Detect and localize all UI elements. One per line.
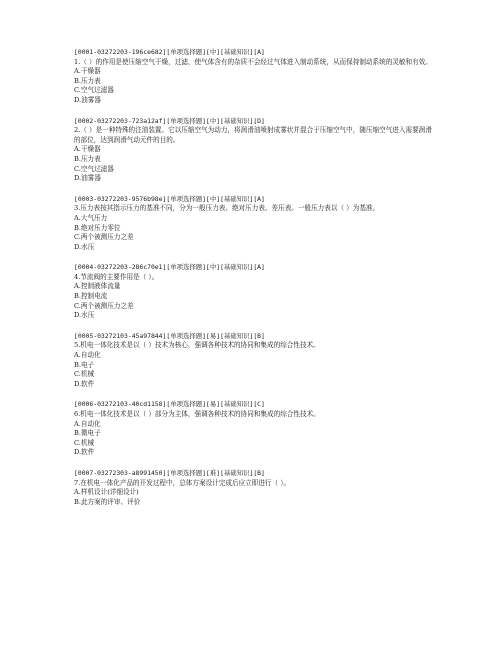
option-b: B.电子: [74, 360, 95, 369]
question-block: [74, 117, 436, 184]
option-a: A.干燥器: [74, 67, 101, 76]
option-c: C.空气过滤器: [74, 86, 114, 95]
question-header: [0005-03272103-45a97844][单项选择题][易][基础知识][B]: [74, 331, 265, 340]
question-stem: 5.机电一体化技术是以（ ）技术为核心，强调各种技术的协同和集成的综合性技术。: [74, 341, 320, 350]
option-a: A.大气压力: [74, 213, 108, 222]
question-block: [74, 332, 436, 390]
option-b: B.控制电流: [74, 292, 108, 301]
question-stem: 6.机电一体化技术是以（ ）部分为主体，强调各种技术的协同和集成的综合性技术。: [74, 410, 320, 418]
question-header: [0006-03272103-40cd1158][单项选择题][易][基础知识][C]: [74, 400, 265, 409]
question-block: [74, 48, 436, 106]
question-header: [0004-03272203-286c70e1][单项选择题][中][基础知识][A]: [74, 263, 265, 272]
option-d: D.软件: [74, 379, 95, 388]
option-a: A.样机设计(详细设计): [74, 488, 139, 497]
option-a: A.自动化: [74, 351, 101, 360]
option-a: A.控制液体流量: [74, 282, 121, 291]
option-a: A.自动化: [74, 419, 101, 428]
question-stem: 7.在机电一体化产品的开发过程中，总体方案设计完成后应立即进行（ ）。: [74, 478, 291, 487]
option-c: C.两个被测压力之差: [74, 301, 134, 310]
question-header: [0001-03272203-196ce682][单项选择题][中][基础知识][A]: [74, 48, 265, 56]
question-stem: 2.（ ）是一种特殊的注油装置。它以压缩空气为动力，将润滑油喷射成雾状并混合于压缩空气中，随压缩空气进入需要润滑的部位，达到润滑气动元件的目的。: [74, 126, 432, 144]
question-stem: 4.节流阀的主要作用是（ ）。: [74, 272, 159, 281]
question-block: [74, 263, 436, 321]
question-block: [74, 400, 436, 458]
option-b: B.微电子: [74, 429, 101, 438]
option-c: C.机械: [74, 438, 95, 447]
question-stem: 3.压力表按其指示压力的基准不同，分为一般压力表、绝对压力表、差压表。一般压力表以（ ）为基准。: [74, 204, 380, 213]
document-page: [74, 48, 436, 518]
question-header: [0007-03272303-a8991450][单项选择题][难][基础知识][B]: [74, 468, 265, 477]
option-c: C.两个被测压力之差: [74, 233, 134, 242]
option-d: D.水压: [74, 242, 95, 251]
option-c: C.机械: [74, 370, 95, 379]
question-block: [74, 469, 436, 507]
option-b: B.绝对压力零位: [74, 223, 121, 232]
option-b: B.压力表: [74, 76, 101, 85]
question-block: [74, 195, 436, 253]
option-d: D.油雾器: [74, 174, 101, 183]
option-d: D.油雾器: [74, 95, 101, 104]
question-header: [0003-03272203-9576b98e][单项选择题][中][基础知识][A]: [74, 194, 265, 203]
question-header: [0002-03272203-723a12af][单项选择题][中][基础知识][D]: [74, 116, 265, 125]
option-d: D.水压: [74, 311, 95, 320]
option-b: B.压力表: [74, 154, 101, 163]
option-d: D.软件: [74, 448, 95, 457]
option-a: A.干燥器: [74, 145, 101, 154]
option-c: C.空气过滤器: [74, 164, 114, 173]
question-stem: 1.（ ）的作用是使压缩空气干燥，过滤，使气体含有的杂质不会经过气体进入制动系统，从而保持制动系统的灵敏和有效。: [74, 57, 432, 66]
option-b: B.此方案的评审、评价: [74, 497, 141, 506]
